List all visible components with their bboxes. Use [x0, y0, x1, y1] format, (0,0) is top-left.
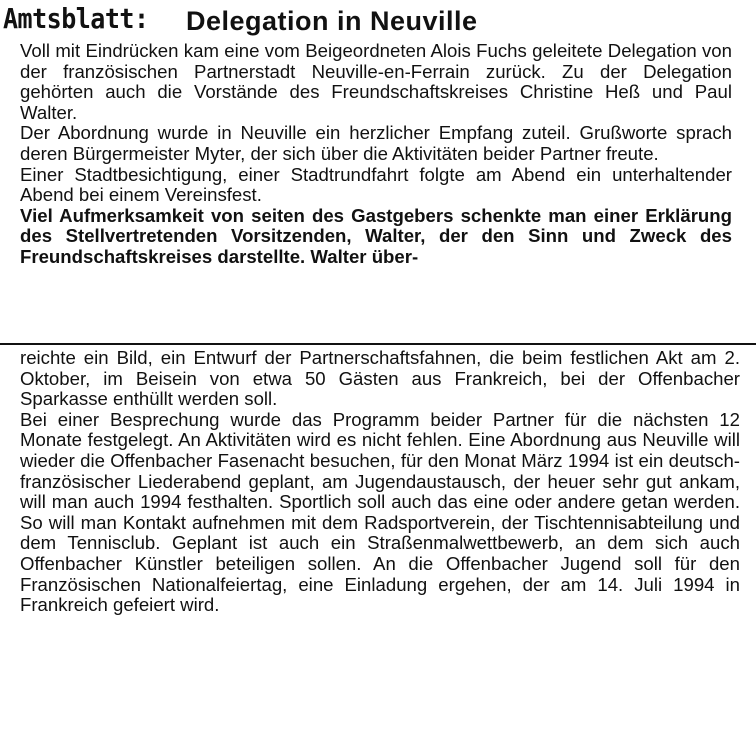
article-body-lower — [20, 348, 740, 616]
paragraph-5: Bei einer Besprechung wurde das Programm beider Partner für die nächsten 12 Monate festgelegt. An Aktivitäten wird es nicht fehlen. Eine Abordnung aus Neuville will wieder die Offenbacher Fasenacht besuchen, für den Monat März 1994 ist ein deutsch-französischer Liederabend geplant, am Jugendaustausch, der heuer sehr gut ankam, will man auch 1994 festhalten. Sportlich soll auch das eine oder andere getan werden. So will man Kontakt aufnehmen mit dem Radsportverein, der Tischtennisabteilung und dem Tennisclub. Geplant ist auch ein Straßenmalwettbewerb, an dem sich auch Offenbacher Künstler beteiligen sollen. An die Offenbacher Jugend soll für den Französischen Nationalfeiertag, eine Einladung ergehen, der am 14. Juli 1994 in Frankreich gefeiert wird. — [20, 408, 740, 616]
article-headline: Delegation in Neuville — [186, 6, 478, 36]
publication-kicker: Amtsblatt: — [3, 2, 149, 35]
paragraph-4-continued: reichte ein Bild, ein Entwurf der Partnerschaftsfahnen, die beim festlichen Akt am 2. Oktober, im Beisein von etwa 50 Gästen aus Frankreich, bei der Offenbacher Sparkasse enthüllt werden soll. — [20, 347, 740, 410]
article-header — [0, 2, 756, 40]
paragraph-3: Einer Stadtbesichtigung, einer Stadtrundfahrt folgte am Abend ein unterhaltender Abend bei einem Vereinsfest. — [20, 163, 732, 206]
article-body-upper — [20, 41, 732, 268]
paragraph-2: Der Abordnung wurde in Neuville ein herzlicher Empfang zuteil. Grußworte sprach deren Bürgermeister Myter, der sich über die Aktivitäten beider Partner freute. — [20, 122, 732, 164]
paragraph-1: Voll mit Eindrücken kam eine vom Beigeordneten Alois Fuchs geleitete Delegation von der französischen Partnerstadt Neuville-en-Ferrain zurück. Zu der Delegation gehörten auch die Vorstände des Freundschaftskreises Christine Heß und Paul Walter. — [20, 40, 732, 123]
paragraph-4-start: Viel Aufmerksamkeit von seiten des Gastgebers schenkte man einer Erklärung des Stellvertretenden Vorsitzenden, Walter, der den Sinn und Zweck des Freundschaftskreises darstellte. Walter über- — [20, 204, 732, 267]
column-rule — [0, 343, 756, 345]
